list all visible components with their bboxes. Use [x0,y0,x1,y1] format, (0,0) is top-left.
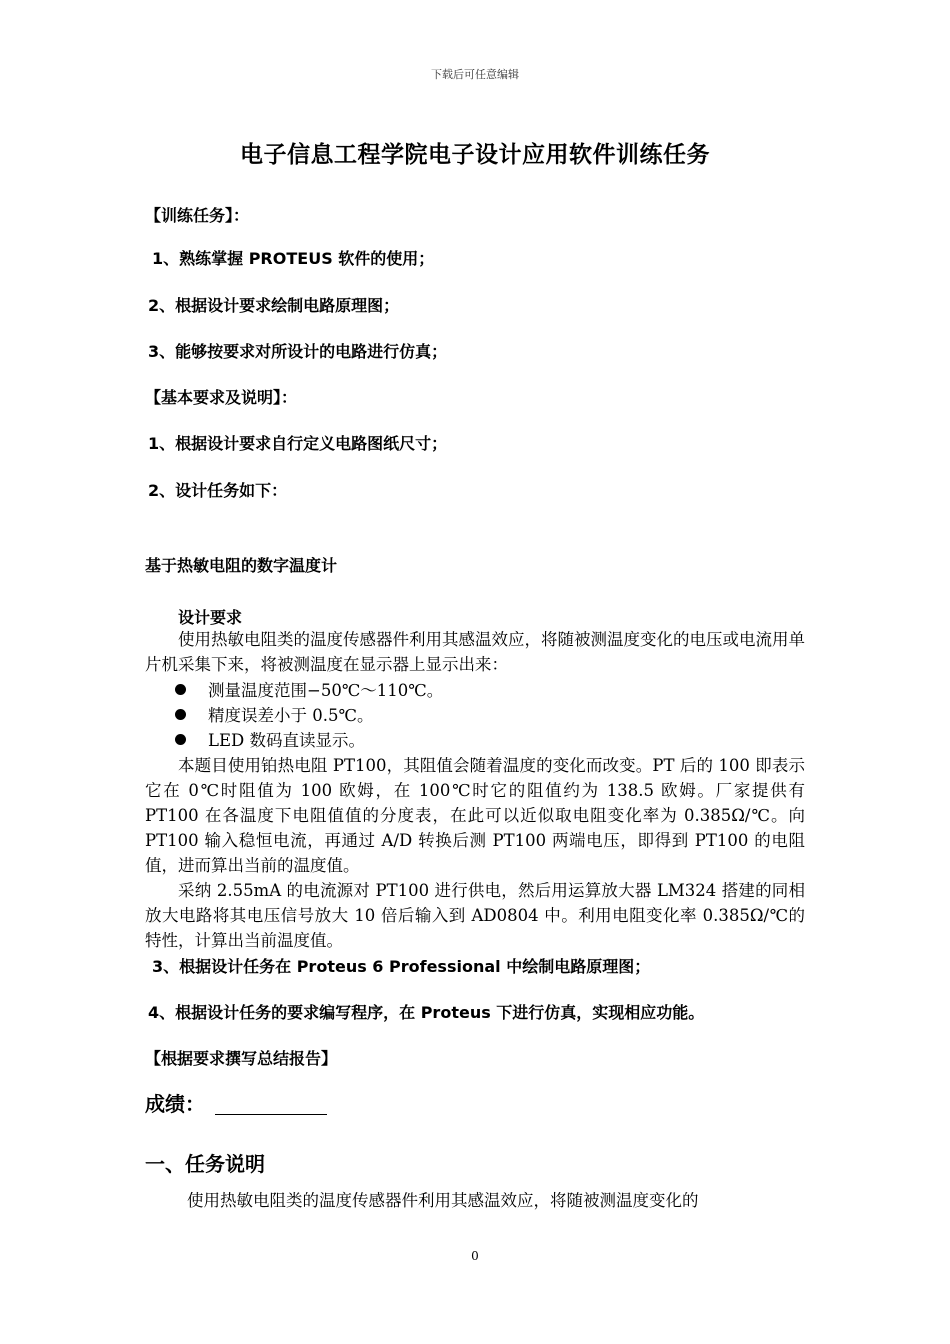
step-3: 3、根据设计任务在 Proteus 6 Professional 中绘制电路原理图； [152,957,651,976]
bullet-item [175,728,365,753]
bullet-icon [175,684,186,695]
grade-row [145,1088,327,1117]
design-paragraph-3: 采纳 2.55mA 的电流源对 PT100 进行供电，然后用运算放大器 LM324 搭建的同相放大电路将其电压信号放大 10 倍后输入到 AD0804 中。利用电阻变化率 0.385Ω/℃的特性，计算出当前温度值。 [145,881,805,950]
tasks-heading: 【训练任务】： [145,206,250,225]
project-title: 基于热敏电阻的数字温度计 [145,556,338,575]
bullet-text: 精度误差小于 0.5℃。 [208,706,374,725]
design-heading: 设计要求 [178,608,243,627]
step-4: 4、根据设计任务的要求编写程序，在 Proteus 下进行仿真，实现相应功能。 [148,1003,705,1022]
bullet-item [175,703,373,728]
design-paragraph-2: 本题目使用铂热电阻 PT100，其阻值会随着温度的变化而改变。PT 后的 100 即表示它在 0℃时阻值为 100 欧姆，在 100℃时它的阻值约为 138.5 欧姆。厂家提供有 PT100 在各温度下电阻值值的分度表，在此可以近似取电阻变化率为 0.385Ω/℃。向 PT100 输入稳恒电流，再通过 A/D 转换后测 PT100 两端电压，即得到 PT100 的电阻值，进而算出当前的温度值。 [145,756,805,875]
bullet-icon [175,734,186,745]
section-1-title: 一、任务说明 [145,1152,265,1176]
grade-label: 成绩： [145,1092,205,1116]
document-title: 电子信息工程学院电子设计应用软件训练任务 [240,142,710,168]
task-item-1: 1、熟练掌握 PROTEUS 软件的使用； [152,249,435,268]
bullet-text: LED 数码直读显示。 [208,731,365,750]
grade-blank-line [215,1094,327,1115]
bullet-text: 测量温度范围−50℃～110℃。 [208,681,444,700]
bullet-icon [175,709,186,720]
design-paragraph-1: 使用热敏电阻类的温度传感器件利用其感温效应，将随被测温度变化的电压或电流用单片机采集下来，将被测温度在显示器上显示出来： [145,630,805,674]
task-item-2: 2、根据设计要求绘制电路原理图； [148,296,400,315]
requirement-item-2: 2、设计任务如下： [148,481,288,500]
bullet-item [175,678,443,703]
requirements-heading: 【基本要求及说明】： [145,388,298,407]
requirement-item-1: 1、根据设计要求自行定义电路图纸尺寸； [148,434,448,453]
page-header: 下载后可任意编辑 [431,68,519,81]
task-item-3: 3、能够按要求对所设计的电路进行仿真； [148,342,448,361]
page-number: 0 [471,1249,479,1263]
report-heading: 【根据要求撰写总结报告】 [145,1049,338,1068]
section-1-text: 使用热敏电阻类的温度传感器件利用其感温效应，将随被测温度变化的 [187,1191,699,1210]
